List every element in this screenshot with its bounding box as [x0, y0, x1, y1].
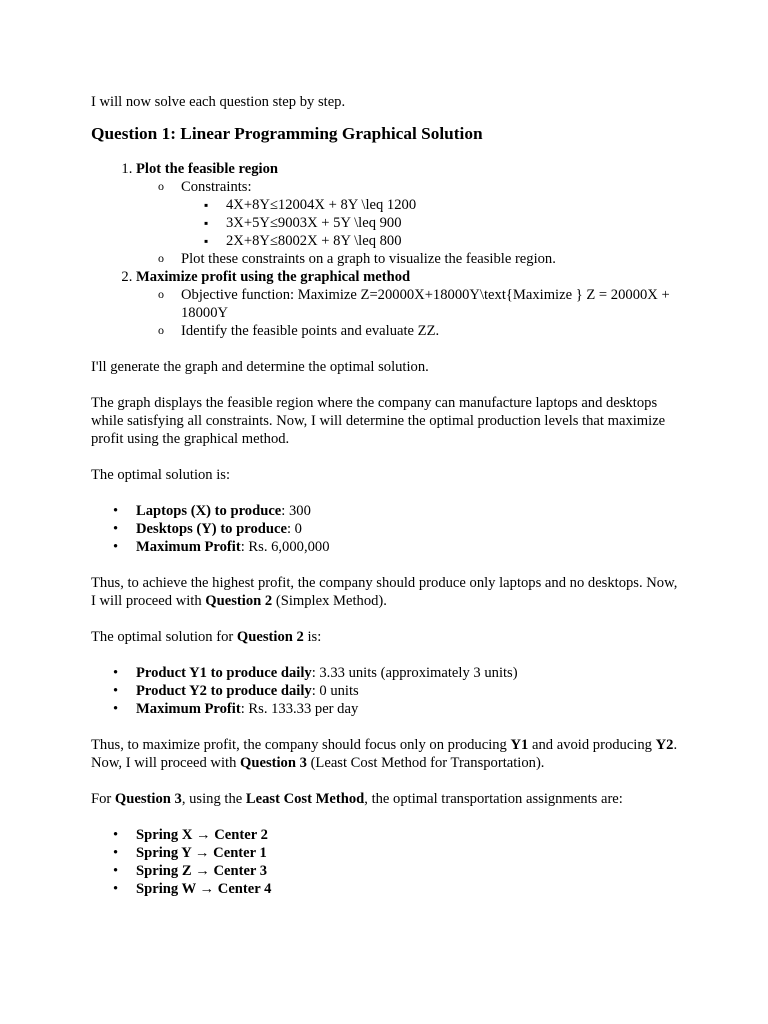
- list-item: [136, 502, 681, 520]
- text-run: (Least Cost Method for Transportation).: [306, 755, 545, 771]
- list-item: [136, 844, 681, 862]
- text-run-bold: Y2: [655, 737, 674, 753]
- step-2-title: Maximize profit using the graphical method: [136, 269, 411, 285]
- text-run: is:: [303, 629, 322, 645]
- item-label: Product Y2 to produce daily: [136, 683, 312, 699]
- item-value: : Rs. 133.33 per day: [240, 701, 359, 717]
- constraints-item: [181, 178, 681, 250]
- graph-description-text: The graph displays the feasible region where the company can manufacture laptops and desktops while satisfying all constraints. Now, I will determine the optimal production levels that maximize profit using the graphical method.: [91, 395, 666, 447]
- optimal-solution-1-list: [91, 502, 681, 556]
- text-run-bold: Question 3: [240, 755, 307, 771]
- assignment-text: Spring W → Center 4: [136, 881, 272, 897]
- document-body: [91, 93, 681, 916]
- text-run: and avoid producing: [528, 737, 656, 753]
- optimal-solution-2-list: [91, 664, 681, 718]
- list-item: [136, 880, 681, 898]
- plot-constraints-item: o Plot these constraints on a graph to visualize the feasible region.: [181, 250, 681, 268]
- text-run-bold: Question 3: [114, 791, 182, 807]
- list-item: [136, 862, 681, 880]
- text-run-bold: Least Cost Method: [245, 791, 365, 807]
- text-run: (Simplex Method).: [272, 593, 387, 609]
- assignment-text: Spring X → Center 2: [136, 827, 268, 843]
- text-run: . Now, I will proceed with: [91, 737, 678, 771]
- list-item: [136, 538, 681, 556]
- item-label: Maximum Profit: [136, 539, 241, 555]
- identify-points-item: o Identify the feasible points and evaluate ZZ.: [181, 322, 681, 340]
- item-value: : 0: [286, 521, 302, 537]
- constraints-list: [181, 196, 681, 250]
- list-item: [136, 664, 681, 682]
- text-run-bold: Y1: [510, 737, 529, 753]
- optimal-solution-2-intro: [91, 628, 681, 646]
- intro-text: I will now solve each question step by step.: [91, 94, 346, 110]
- item-value: : 300: [281, 503, 311, 519]
- item-label: Laptops (X) to produce: [136, 503, 282, 519]
- constraint-1: ▪ 4X+8Y≤12004X + 8Y \leq 1200: [226, 196, 681, 214]
- optimal-solution-1-intro: The optimal solution is:: [91, 467, 231, 483]
- text-run: Thus, to achieve the highest profit, the company should produce only laptops and no desktops. Now, I will proceed with: [91, 575, 678, 609]
- step-2-sublist: [136, 286, 681, 340]
- step-1-title: Plot the feasible region: [136, 161, 278, 177]
- transportation-assignments-list: [91, 826, 681, 898]
- constraints-label: Constraints:: [181, 179, 252, 195]
- objective-function-item: o Objective function: Maximize Z=20000X+18000Y\text{Maximize } Z = 20000X + 18000Y: [181, 286, 681, 322]
- assignment-text: Spring Y → Center 1: [136, 845, 267, 861]
- step-2: [136, 268, 681, 340]
- list-item: [136, 682, 681, 700]
- assignment-text: Spring Z → Center 3: [136, 863, 268, 879]
- optimal-solution-1-conclusion: [91, 574, 681, 610]
- item-value: : 3.33 units (approximately 3 units): [311, 665, 518, 681]
- question-1-steps: [91, 160, 681, 340]
- text-run-bold: Question 2: [236, 629, 304, 645]
- question-1-heading: Question 1: Linear Programming Graphical Solution: [91, 124, 483, 143]
- list-item: [136, 520, 681, 538]
- item-value: : 0 units: [311, 683, 359, 699]
- item-label: Maximum Profit: [136, 701, 241, 717]
- text-run: The optimal solution for: [91, 629, 237, 645]
- text-run: Thus, to maximize profit, the company should focus only on producing: [91, 737, 511, 753]
- item-label: Product Y1 to produce daily: [136, 665, 312, 681]
- question-3-intro: [91, 790, 681, 808]
- generate-graph-text: I'll generate the graph and determine the optimal solution.: [91, 359, 429, 375]
- item-label: Desktops (Y) to produce: [136, 521, 287, 537]
- step-1-sublist: [136, 178, 681, 268]
- text-run-bold: Question 2: [205, 593, 273, 609]
- item-value: : Rs. 6,000,000: [240, 539, 330, 555]
- step-1: [136, 160, 681, 268]
- text-run: , the optimal transportation assignments are:: [364, 791, 623, 807]
- list-item: [136, 826, 681, 844]
- constraint-2: ▪ 3X+5Y≤9003X + 5Y \leq 900: [226, 214, 681, 232]
- list-item: [136, 700, 681, 718]
- text-run: For: [91, 791, 115, 807]
- constraint-3: ▪ 2X+8Y≤8002X + 8Y \leq 800: [226, 232, 681, 250]
- optimal-solution-2-conclusion: [91, 736, 681, 772]
- text-run: , using the: [181, 791, 246, 807]
